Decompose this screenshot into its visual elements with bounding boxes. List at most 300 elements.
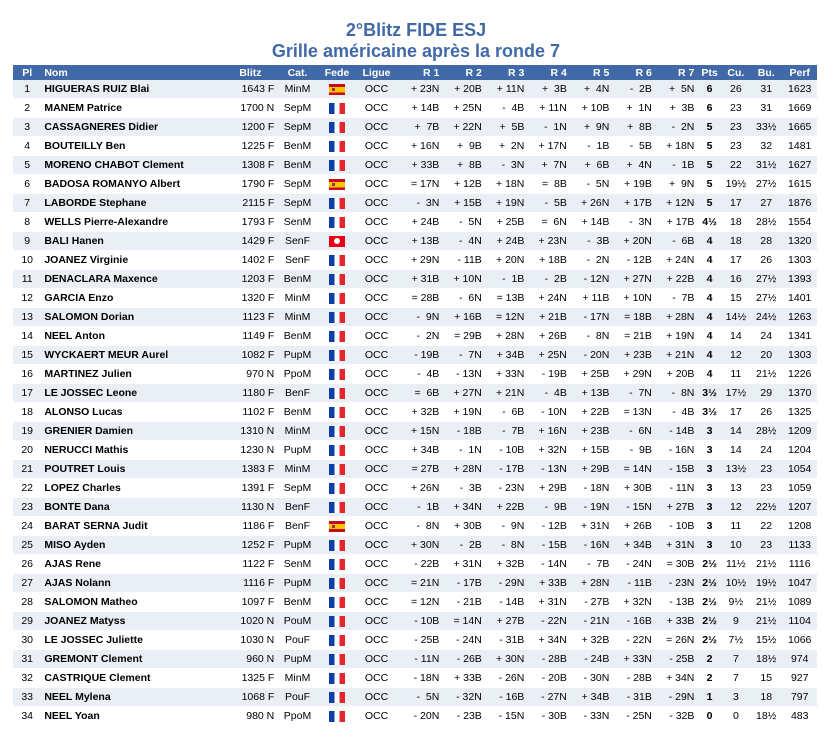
cell-round-3: + 33N xyxy=(485,365,528,384)
cell-round-1: + 29N xyxy=(397,251,443,270)
cell-league: OCC xyxy=(356,346,397,365)
cell-round-5: + 23B xyxy=(570,422,613,441)
cell-federation xyxy=(318,137,356,156)
cell-pl: 5 xyxy=(13,156,41,175)
cell-federation xyxy=(318,555,356,574)
cell-pl: 24 xyxy=(13,517,41,536)
cell-round-7: - 2N xyxy=(655,118,698,137)
cell-points: 6 xyxy=(697,99,721,118)
cell-round-4: - 13N xyxy=(527,460,570,479)
cell-pl: 22 xyxy=(13,479,41,498)
cell-category: PouF xyxy=(277,631,318,650)
cell-round-2: + 9B xyxy=(442,137,485,156)
flag-icon xyxy=(329,141,345,152)
cell-cumulative: 16 xyxy=(722,270,750,289)
cell-performance: 1876 xyxy=(782,194,817,213)
cell-points: 6 xyxy=(697,80,721,99)
cell-federation xyxy=(318,479,356,498)
cell-round-5: + 9N xyxy=(570,118,613,137)
cell-round-7: + 34N xyxy=(655,669,698,688)
cell-cumulative: 17 xyxy=(722,251,750,270)
cell-federation xyxy=(318,384,356,403)
cell-round-5: - 1B xyxy=(570,137,613,156)
cell-pl: 27 xyxy=(13,574,41,593)
cell-round-7: + 17B xyxy=(655,213,698,232)
table-row xyxy=(13,669,817,688)
cell-category: SepM xyxy=(277,479,318,498)
cell-blitz-rating: 1122 F xyxy=(224,555,278,574)
cell-cumulative: 11 xyxy=(722,517,750,536)
cell-round-4: - 4B xyxy=(527,384,570,403)
cell-league: OCC xyxy=(356,441,397,460)
cell-player-name: WELLS Pierre-Alexandre xyxy=(41,213,223,232)
flag-icon xyxy=(329,160,345,171)
cell-round-7: + 19N xyxy=(655,327,698,346)
cell-performance: 1627 xyxy=(782,156,817,175)
cell-round-1: - 22B xyxy=(397,555,443,574)
cell-round-6: + 17B xyxy=(612,194,655,213)
cell-category: PpoM xyxy=(277,707,318,726)
cell-federation xyxy=(318,422,356,441)
table-row xyxy=(13,156,817,175)
cell-federation xyxy=(318,213,356,232)
cell-points: 5 xyxy=(697,137,721,156)
cell-round-2: - 17B xyxy=(442,574,485,593)
cell-round-7: - 6B xyxy=(655,232,698,251)
cell-performance: 1116 xyxy=(782,555,817,574)
cell-round-1: = 21N xyxy=(397,574,443,593)
cell-player-name: WYCKAERT MEUR Aurel xyxy=(41,346,223,365)
flag-icon xyxy=(329,236,345,247)
cell-cumulative: 19½ xyxy=(722,175,750,194)
cell-points: 3 xyxy=(697,460,721,479)
cell-buchholz: 27½ xyxy=(750,270,782,289)
cell-federation xyxy=(318,688,356,707)
cell-round-4: + 3B xyxy=(527,80,570,99)
cell-round-3: - 31B xyxy=(485,631,528,650)
cell-round-5: - 21N xyxy=(570,612,613,631)
flag-icon xyxy=(329,616,345,627)
cell-cumulative: 17 xyxy=(722,403,750,422)
cell-round-3: - 29N xyxy=(485,574,528,593)
cell-player-name: NERUCCI Mathis xyxy=(41,441,223,460)
cell-league: OCC xyxy=(356,384,397,403)
cell-pl: 31 xyxy=(13,650,41,669)
cell-performance: 1393 xyxy=(782,270,817,289)
cell-player-name: SALOMON Matheo xyxy=(41,593,223,612)
cell-round-5: - 24B xyxy=(570,650,613,669)
cell-round-2: + 20B xyxy=(442,80,485,99)
cell-performance: 1401 xyxy=(782,289,817,308)
cell-category: SenF xyxy=(277,232,318,251)
cell-points: 3 xyxy=(697,517,721,536)
cell-performance: 1665 xyxy=(782,118,817,137)
cell-points: 2½ xyxy=(697,574,721,593)
cell-category: PouF xyxy=(277,688,318,707)
cell-pl: 19 xyxy=(13,422,41,441)
cell-category: BenM xyxy=(277,137,318,156)
cell-league: OCC xyxy=(356,270,397,289)
cell-round-7: - 10B xyxy=(655,517,698,536)
cell-performance: 1481 xyxy=(782,137,817,156)
cell-points: 3 xyxy=(697,422,721,441)
cell-league: OCC xyxy=(356,593,397,612)
table-row xyxy=(13,289,817,308)
cell-pl: 15 xyxy=(13,346,41,365)
cell-round-4: + 23N xyxy=(527,232,570,251)
cell-round-2: - 18B xyxy=(442,422,485,441)
col-header-fede: Fede xyxy=(318,65,356,80)
flag-icon xyxy=(329,635,345,646)
cell-round-2: + 34N xyxy=(442,498,485,517)
cell-blitz-rating: 1252 F xyxy=(224,536,278,555)
cell-round-5: + 22B xyxy=(570,403,613,422)
cell-round-4: + 16N xyxy=(527,422,570,441)
cell-round-5: + 26N xyxy=(570,194,613,213)
cell-points: 5 xyxy=(697,118,721,137)
cell-points: 4 xyxy=(697,365,721,384)
cell-round-7: = 26N xyxy=(655,631,698,650)
cell-points: 5 xyxy=(697,156,721,175)
cell-round-6: + 27N xyxy=(612,270,655,289)
cell-round-6: = 13N xyxy=(612,403,655,422)
cell-round-1: + 14B xyxy=(397,99,443,118)
cell-player-name: MORENO CHABOT Clement xyxy=(41,156,223,175)
flag-icon xyxy=(329,559,345,570)
cell-buchholz: 33½ xyxy=(750,118,782,137)
flag-icon xyxy=(329,540,345,551)
cell-round-3: = 12N xyxy=(485,308,528,327)
cell-player-name: MANEM Patrice xyxy=(41,99,223,118)
cell-pl: 25 xyxy=(13,536,41,555)
table-row xyxy=(13,194,817,213)
cell-buchholz: 28 xyxy=(750,232,782,251)
cell-blitz-rating: 1203 F xyxy=(224,270,278,289)
cell-round-1: = 27B xyxy=(397,460,443,479)
cell-league: OCC xyxy=(356,555,397,574)
cell-league: OCC xyxy=(356,175,397,194)
cell-category: PouM xyxy=(277,612,318,631)
cell-round-5: - 19N xyxy=(570,498,613,517)
cell-league: OCC xyxy=(356,517,397,536)
cell-round-2: + 16B xyxy=(442,308,485,327)
cell-category: SepM xyxy=(277,99,318,118)
cell-round-3: - 16B xyxy=(485,688,528,707)
cell-round-6: - 9B xyxy=(612,441,655,460)
cell-blitz-rating: 1149 F xyxy=(224,327,278,346)
cell-pl: 6 xyxy=(13,175,41,194)
cell-performance: 1054 xyxy=(782,460,817,479)
cell-round-5: + 6B xyxy=(570,156,613,175)
cell-round-7: + 20B xyxy=(655,365,698,384)
cell-player-name: NEEL Anton xyxy=(41,327,223,346)
cell-league: OCC xyxy=(356,80,397,99)
cell-league: OCC xyxy=(356,308,397,327)
cell-league: OCC xyxy=(356,156,397,175)
cell-blitz-rating: 1097 F xyxy=(224,593,278,612)
table-row xyxy=(13,327,817,346)
col-header-nom: Nom xyxy=(41,65,223,80)
cell-round-3: + 5B xyxy=(485,118,528,137)
cell-blitz-rating: 1793 F xyxy=(224,213,278,232)
cell-player-name: CASSAGNERES Didier xyxy=(41,118,223,137)
cell-round-4: + 31N xyxy=(527,593,570,612)
cell-round-5: + 14B xyxy=(570,213,613,232)
table-row xyxy=(13,213,817,232)
cell-round-4: - 12B xyxy=(527,517,570,536)
cell-player-name: AJAS Nolann xyxy=(41,574,223,593)
cell-player-name: SALOMON Dorian xyxy=(41,308,223,327)
cell-buchholz: 24 xyxy=(750,441,782,460)
cell-player-name: GARCIA Enzo xyxy=(41,289,223,308)
flag-icon xyxy=(329,483,345,494)
cell-round-3: + 30N xyxy=(485,650,528,669)
cell-round-4: + 7N xyxy=(527,156,570,175)
col-header-r4: R 4 xyxy=(527,65,570,80)
cell-round-4: - 2B xyxy=(527,270,570,289)
cell-round-5: - 2N xyxy=(570,251,613,270)
cell-player-name: BARAT SERNA Judit xyxy=(41,517,223,536)
cell-round-5: + 32B xyxy=(570,631,613,650)
cell-performance: 1623 xyxy=(782,80,817,99)
cell-buchholz: 21½ xyxy=(750,555,782,574)
cell-category: MinM xyxy=(277,422,318,441)
cell-round-7: + 5N xyxy=(655,80,698,99)
table-row xyxy=(13,422,817,441)
cell-performance: 1133 xyxy=(782,536,817,555)
cell-player-name: GREMONT Clement xyxy=(41,650,223,669)
cell-round-7: - 32B xyxy=(655,707,698,726)
cell-round-1: + 34B xyxy=(397,441,443,460)
cell-round-5: + 4N xyxy=(570,80,613,99)
col-header-cu: Cu. xyxy=(722,65,750,80)
cell-league: OCC xyxy=(356,498,397,517)
cell-pl: 32 xyxy=(13,669,41,688)
cell-round-4: - 30B xyxy=(527,707,570,726)
cell-category: PupM xyxy=(277,574,318,593)
cell-round-7: + 31N xyxy=(655,536,698,555)
cell-round-6: - 6N xyxy=(612,422,655,441)
cell-round-5: - 17N xyxy=(570,308,613,327)
table-row xyxy=(13,574,817,593)
cell-round-6: + 26B xyxy=(612,517,655,536)
cell-round-6: - 15N xyxy=(612,498,655,517)
cell-points: 4 xyxy=(697,270,721,289)
cell-round-6: + 20N xyxy=(612,232,655,251)
cell-federation xyxy=(318,650,356,669)
cell-round-4: + 25N xyxy=(527,346,570,365)
cell-buchholz: 23 xyxy=(750,479,782,498)
cell-pl: 16 xyxy=(13,365,41,384)
cell-blitz-rating: 2115 F xyxy=(224,194,278,213)
cell-round-3: + 28N xyxy=(485,327,528,346)
cell-federation xyxy=(318,593,356,612)
flag-icon xyxy=(329,369,345,380)
page-header xyxy=(0,0,832,62)
cell-buchholz: 31 xyxy=(750,99,782,118)
cell-pl: 12 xyxy=(13,289,41,308)
cell-round-2: - 2B xyxy=(442,536,485,555)
cell-round-2: - 11B xyxy=(442,251,485,270)
cell-pl: 18 xyxy=(13,403,41,422)
table-row xyxy=(13,346,817,365)
cell-round-4: + 33B xyxy=(527,574,570,593)
cell-pl: 30 xyxy=(13,631,41,650)
cell-round-6: - 25N xyxy=(612,707,655,726)
flag-icon xyxy=(329,711,345,722)
flag-icon xyxy=(329,426,345,437)
cell-category: SenF xyxy=(277,251,318,270)
cell-buchholz: 21½ xyxy=(750,593,782,612)
cell-round-7: - 7B xyxy=(655,289,698,308)
cell-federation xyxy=(318,536,356,555)
cell-round-2: + 28N xyxy=(442,460,485,479)
cell-round-7: - 29N xyxy=(655,688,698,707)
cell-points: 4½ xyxy=(697,213,721,232)
cell-round-5: - 3B xyxy=(570,232,613,251)
flag-icon xyxy=(329,122,345,133)
cell-category: PupM xyxy=(277,346,318,365)
flag-icon xyxy=(329,692,345,703)
cell-league: OCC xyxy=(356,688,397,707)
cell-cumulative: 12 xyxy=(722,498,750,517)
cell-round-6: - 12B xyxy=(612,251,655,270)
cell-round-2: - 13N xyxy=(442,365,485,384)
cell-points: 0 xyxy=(697,707,721,726)
table-row xyxy=(13,384,817,403)
cell-blitz-rating: 1130 N xyxy=(224,498,278,517)
cell-blitz-rating: 1402 F xyxy=(224,251,278,270)
cell-round-1: - 11N xyxy=(397,650,443,669)
cell-buchholz: 29 xyxy=(750,384,782,403)
cell-points: 2 xyxy=(697,669,721,688)
cell-round-7: - 1B xyxy=(655,156,698,175)
cell-round-1: + 30N xyxy=(397,536,443,555)
table-row xyxy=(13,80,817,99)
cell-round-7: = 30B xyxy=(655,555,698,574)
cell-round-4: - 15B xyxy=(527,536,570,555)
cell-league: OCC xyxy=(356,707,397,726)
cell-league: OCC xyxy=(356,327,397,346)
cell-buchholz: 28½ xyxy=(750,213,782,232)
cell-player-name: JOANEZ Matyss xyxy=(41,612,223,631)
cell-player-name: BONTE Dana xyxy=(41,498,223,517)
cell-performance: 1208 xyxy=(782,517,817,536)
cell-round-6: + 19B xyxy=(612,175,655,194)
cell-league: OCC xyxy=(356,289,397,308)
cell-federation xyxy=(318,118,356,137)
cell-federation xyxy=(318,498,356,517)
cell-round-1: - 3N xyxy=(397,194,443,213)
cell-round-3: - 26N xyxy=(485,669,528,688)
cell-category: BenM xyxy=(277,156,318,175)
standings-table xyxy=(13,65,817,726)
cell-buchholz: 23 xyxy=(750,460,782,479)
cell-round-3: - 3N xyxy=(485,156,528,175)
table-row xyxy=(13,270,817,289)
cell-round-3: + 19N xyxy=(485,194,528,213)
cell-round-1: + 15N xyxy=(397,422,443,441)
cell-round-6: + 33N xyxy=(612,650,655,669)
cell-cumulative: 10½ xyxy=(722,574,750,593)
cell-category: PupM xyxy=(277,441,318,460)
cell-blitz-rating: 1790 F xyxy=(224,175,278,194)
cell-category: SenM xyxy=(277,213,318,232)
cell-category: BenM xyxy=(277,270,318,289)
cell-round-3: - 23N xyxy=(485,479,528,498)
cell-round-1: - 18N xyxy=(397,669,443,688)
cell-round-6: + 32N xyxy=(612,593,655,612)
cell-pl: 14 xyxy=(13,327,41,346)
table-row xyxy=(13,251,817,270)
cell-performance: 1207 xyxy=(782,498,817,517)
cell-blitz-rating: 960 N xyxy=(224,650,278,669)
cell-points: 4 xyxy=(697,289,721,308)
cell-points: 3 xyxy=(697,479,721,498)
cell-round-7: + 3B xyxy=(655,99,698,118)
cell-round-2: + 19N xyxy=(442,403,485,422)
cell-cumulative: 14 xyxy=(722,327,750,346)
cell-round-6: - 3N xyxy=(612,213,655,232)
cell-round-5: + 15B xyxy=(570,441,613,460)
cell-round-6: + 23B xyxy=(612,346,655,365)
cell-round-4: = 8B xyxy=(527,175,570,194)
cell-round-6: = 18B xyxy=(612,308,655,327)
cell-round-7: - 16N xyxy=(655,441,698,460)
table-row xyxy=(13,498,817,517)
cell-buchholz: 28½ xyxy=(750,422,782,441)
flag-icon xyxy=(329,255,345,266)
cell-pl: 20 xyxy=(13,441,41,460)
cell-category: MinM xyxy=(277,669,318,688)
flag-icon xyxy=(329,673,345,684)
flag-icon xyxy=(329,578,345,589)
cell-round-4: + 17N xyxy=(527,137,570,156)
cell-league: OCC xyxy=(356,99,397,118)
cell-pl: 10 xyxy=(13,251,41,270)
cell-blitz-rating: 1643 F xyxy=(224,80,278,99)
flag-icon xyxy=(329,445,345,456)
cell-buchholz: 27½ xyxy=(750,289,782,308)
cell-player-name: BADOSA ROMANYO Albert xyxy=(41,175,223,194)
cell-pl: 3 xyxy=(13,118,41,137)
cell-round-3: - 10B xyxy=(485,441,528,460)
cell-points: 3 xyxy=(697,536,721,555)
cell-federation xyxy=(318,289,356,308)
cell-league: OCC xyxy=(356,213,397,232)
cell-blitz-rating: 1186 F xyxy=(224,517,278,536)
cell-league: OCC xyxy=(356,422,397,441)
cell-cumulative: 14 xyxy=(722,422,750,441)
cell-performance: 927 xyxy=(782,669,817,688)
cell-round-2: - 21B xyxy=(442,593,485,612)
cell-cumulative: 17½ xyxy=(722,384,750,403)
cell-player-name: BOUTEILLY Ben xyxy=(41,137,223,156)
table-row xyxy=(13,707,817,726)
cell-round-6: + 34B xyxy=(612,536,655,555)
cell-round-7: + 21N xyxy=(655,346,698,365)
cell-round-1: - 19B xyxy=(397,346,443,365)
cell-buchholz: 24 xyxy=(750,327,782,346)
cell-league: OCC xyxy=(356,460,397,479)
cell-league: OCC xyxy=(356,365,397,384)
cell-performance: 1341 xyxy=(782,327,817,346)
cell-federation xyxy=(318,403,356,422)
cell-pl: 7 xyxy=(13,194,41,213)
cell-round-1: - 25B xyxy=(397,631,443,650)
cell-points: 5 xyxy=(697,175,721,194)
cell-round-3: + 11N xyxy=(485,80,528,99)
